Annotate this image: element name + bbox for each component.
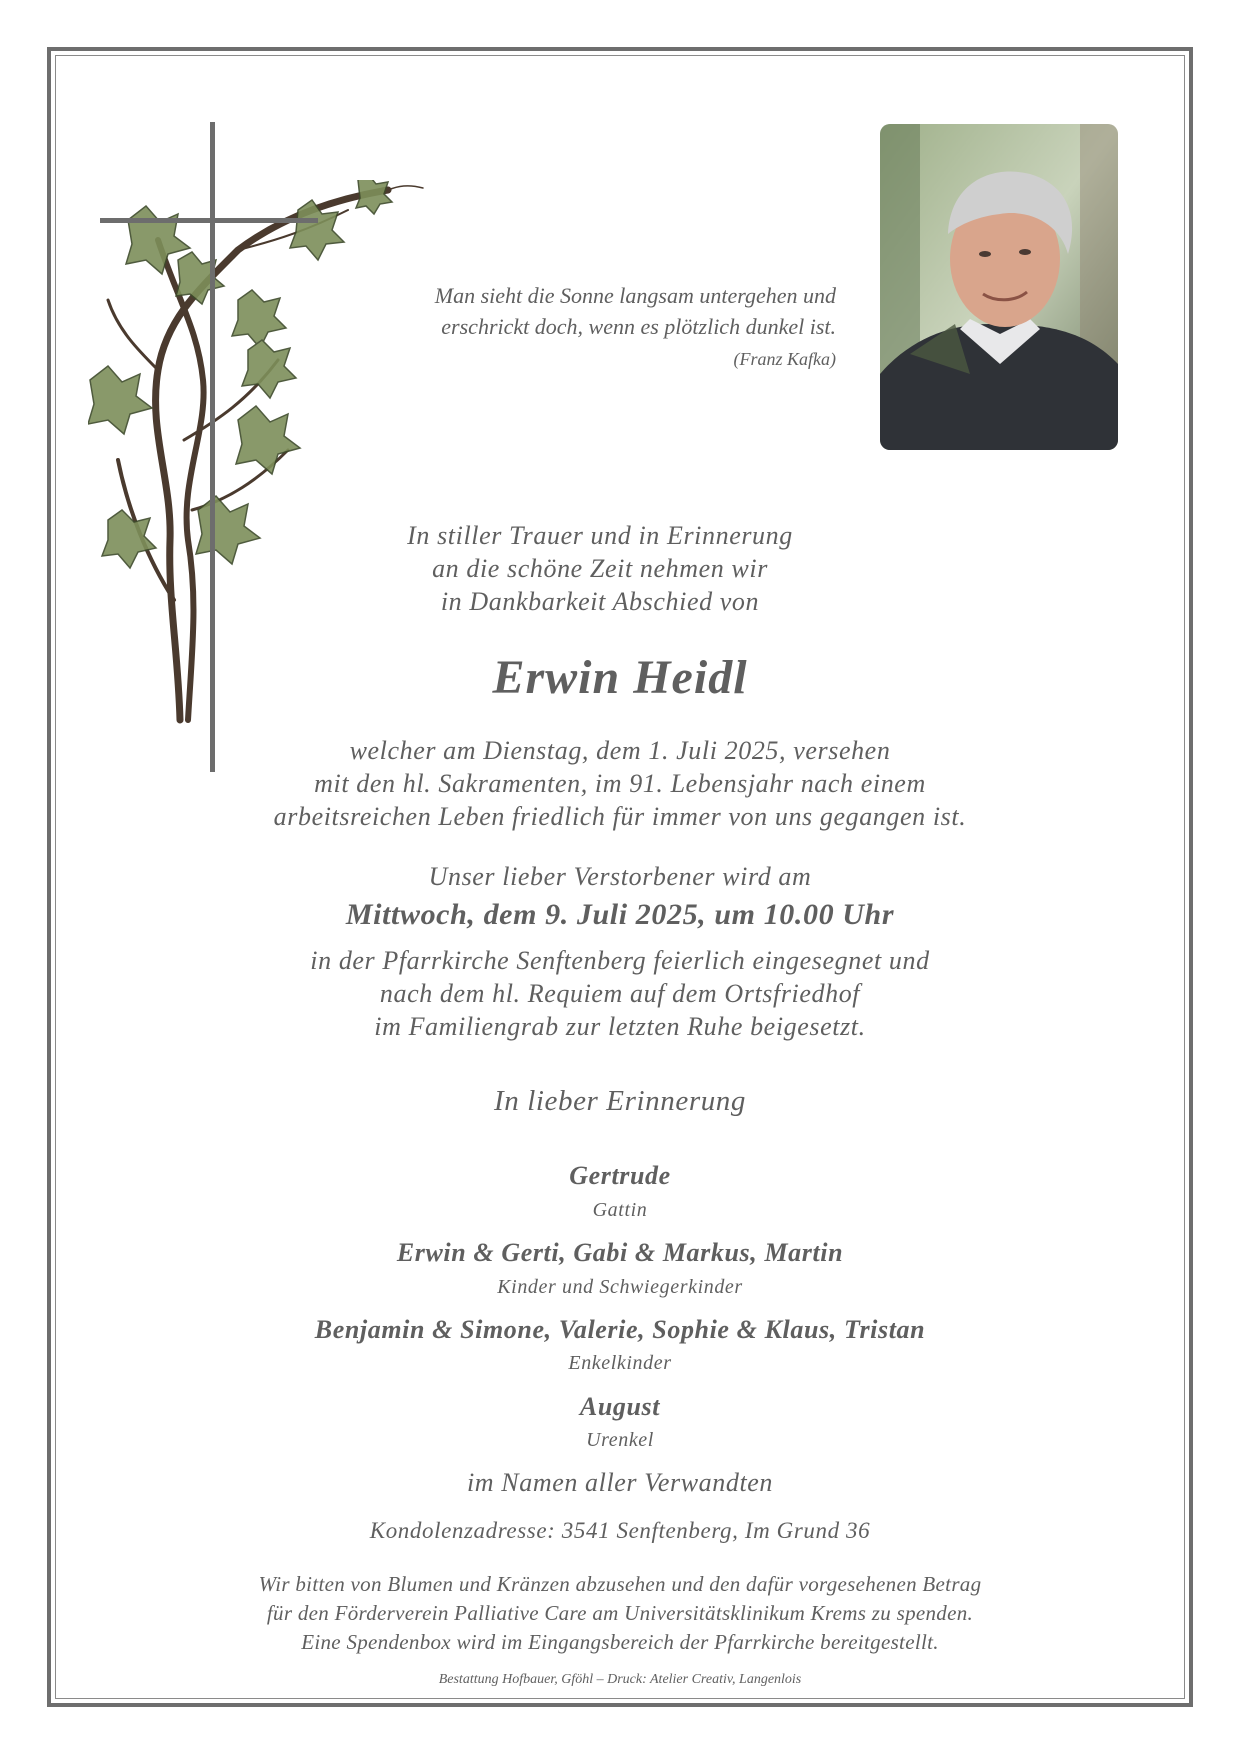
- mourner-relation: Enkelkinder: [568, 1352, 672, 1374]
- quote-line: erschrickt doch, wenn es plötzlich dunkel ist.: [441, 314, 836, 339]
- deceased-name: Erwin Heidl: [492, 651, 748, 704]
- mourner-names: Gertrude: [569, 1161, 671, 1190]
- relatives-line: im Namen aller Verwandten: [466, 1468, 774, 1497]
- funeral-date: Mittwoch, dem 9. Juli 2025, um 10.00 Uhr: [345, 898, 895, 931]
- mourner-names: August: [579, 1392, 661, 1421]
- donation-line: Wir bitten von Blumen und Kränzen abzusehen und den dafür vorgesehenen Betrag: [258, 1572, 982, 1596]
- intro-line: in Dankbarkeit Abschied von: [440, 587, 760, 616]
- quote: [435, 280, 836, 375]
- mourner-relation: Gattin: [592, 1199, 648, 1221]
- memory-heading: In lieber Erinnerung: [493, 1085, 746, 1117]
- mourner-names: Erwin & Gerti, Gabi & Markus, Martin: [396, 1238, 844, 1267]
- death-notice-line: welcher am Dienstag, dem 1. Juli 2025, versehen: [349, 736, 891, 765]
- donation-notice: [0, 1570, 1240, 1657]
- funeral-details: [0, 944, 1240, 1043]
- intro-text: [0, 519, 1220, 618]
- quote-author: (Franz Kafka): [733, 349, 836, 369]
- death-notice-line: mit den hl. Sakramenten, im 91. Lebensjahr nach einem: [314, 769, 926, 798]
- funeral-intro: Unser lieber Verstorbener wird am: [428, 862, 812, 891]
- quote-line: Man sieht die Sonne langsam untergehen und: [434, 283, 836, 308]
- mourner-names: Benjamin & Simone, Valerie, Sophie & Klaus, Tristan: [314, 1315, 926, 1344]
- death-notice: [0, 734, 1240, 833]
- condolence-address: Kondolenzadresse: 3541 Senftenberg, Im Grund 36: [369, 1518, 871, 1543]
- portrait-photo: [880, 124, 1118, 450]
- intro-line: an die schöne Zeit nehmen wir: [432, 554, 768, 583]
- donation-line: Eine Spendenbox wird im Eingangsbereich der Pfarrkirche bereitgestellt.: [301, 1630, 939, 1654]
- mourner-relation: Urenkel: [586, 1429, 654, 1451]
- mourner-relation: Kinder und Schwiegerkinder: [497, 1276, 743, 1298]
- funeral-line: nach dem hl. Requiem auf dem Ortsfriedhof: [379, 979, 861, 1008]
- death-notice-line: arbeitsreichen Leben friedlich für immer von uns gegangen ist.: [273, 802, 967, 831]
- cross-horizontal-bar: [100, 218, 318, 223]
- intro-line: In stiller Trauer und in Erinnerung: [407, 521, 793, 550]
- funeral-line: im Familiengrab zur letzten Ruhe beigesetzt.: [374, 1012, 866, 1041]
- donation-line: für den Förderverein Palliative Care am Universitätsklinikum Krems zu spenden.: [266, 1601, 974, 1625]
- funeral-line: in der Pfarrkirche Senftenberg feierlich eingesegnet und: [310, 946, 930, 975]
- credits: Bestattung Hofbauer, Gföhl – Druck: Atelier Creativ, Langenlois: [438, 1672, 802, 1687]
